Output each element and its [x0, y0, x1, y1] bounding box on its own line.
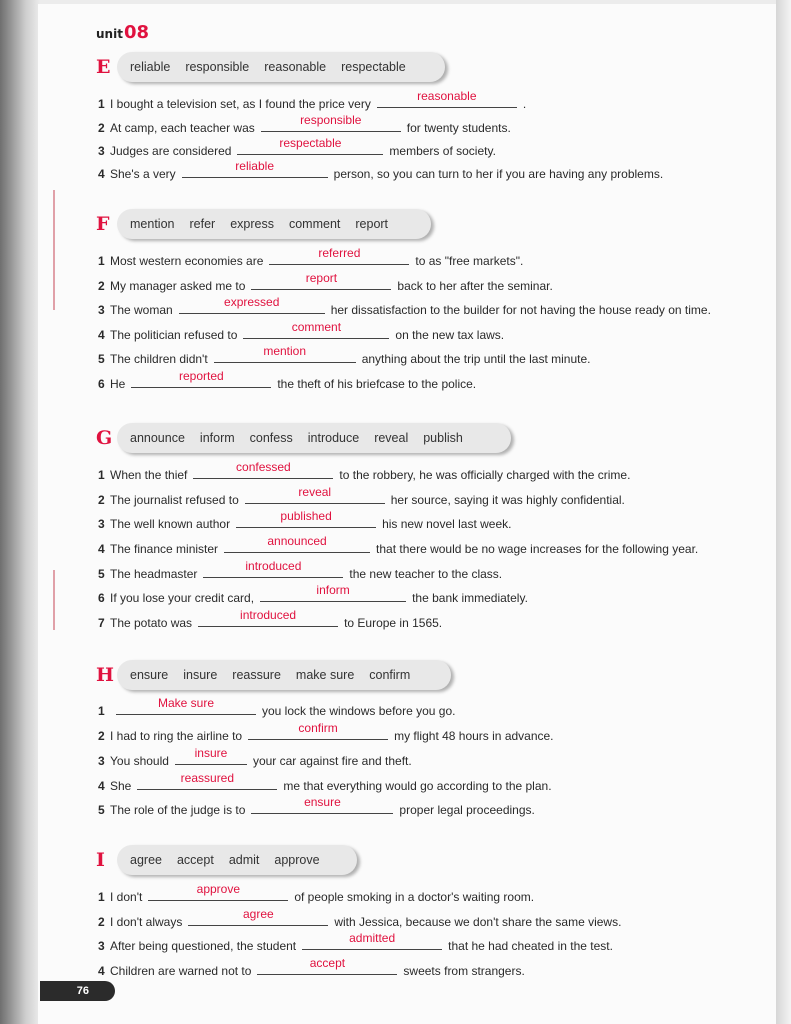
section-letter: G	[96, 427, 113, 449]
handwritten-answer: confessed	[236, 460, 291, 474]
item-number: 5	[98, 803, 105, 817]
answer-blank[interactable]	[224, 534, 370, 553]
word-bank-item: publish	[423, 431, 463, 445]
sentence-start: If you lose your credit card,	[110, 591, 255, 605]
item-number: 6	[98, 591, 105, 605]
sentence-end: the new teacher to the class.	[349, 567, 503, 581]
exercise-item	[98, 771, 552, 795]
sentence-start: The headmaster	[110, 567, 198, 581]
answer-blank[interactable]	[193, 460, 333, 479]
answer-blank[interactable]	[260, 583, 406, 602]
sentence-start: At camp, each teacher was	[110, 121, 255, 135]
word-bank-item: refer	[189, 217, 216, 231]
item-number: 3	[98, 939, 105, 953]
word-bank-item: inform	[199, 431, 235, 445]
word-bank-item: reliable	[130, 60, 171, 74]
handwritten-answer: respectable	[279, 136, 342, 150]
word-bank	[117, 52, 445, 82]
word-bank	[117, 423, 511, 453]
unit-header	[96, 22, 149, 43]
handwritten-answer: reassured	[180, 771, 235, 785]
exercise-item	[98, 509, 512, 533]
sentence-end: her dissatisfaction to the builder for not having the house ready on time.	[330, 303, 711, 317]
word-bank-item: reveal	[374, 431, 409, 445]
answer-blank[interactable]	[302, 931, 442, 950]
exercise-item	[98, 746, 412, 770]
exercise-item	[98, 956, 525, 980]
exercise-item	[98, 460, 631, 484]
answer-blank[interactable]	[377, 89, 517, 108]
section-letter: F	[96, 213, 110, 235]
handwritten-answer: admitted	[349, 931, 396, 945]
exercise-item	[98, 931, 613, 955]
exercise-item	[98, 534, 699, 558]
handwritten-answer: referred	[318, 246, 361, 260]
exercise-item	[98, 559, 503, 583]
answer-blank[interactable]	[236, 509, 376, 528]
answer-blank[interactable]	[245, 485, 385, 504]
sentence-end: person, so you can turn to her if you are having any problems.	[333, 167, 664, 181]
item-number: 2	[98, 729, 105, 743]
word-bank-item: comment	[288, 217, 341, 231]
word-bank-item: admit	[228, 853, 260, 867]
item-number: 1	[98, 704, 105, 718]
item-number: 2	[98, 279, 105, 293]
handwritten-answer: reliable	[235, 159, 274, 173]
sentence-start: Most western economies are	[110, 254, 264, 268]
sentence-end: to Europe in 1565.	[344, 616, 443, 630]
handwritten-answer: reveal	[298, 485, 332, 499]
answer-blank[interactable]	[269, 246, 409, 265]
answer-blank[interactable]	[116, 696, 256, 715]
sentence-end: for twenty students.	[406, 121, 511, 135]
answer-blank[interactable]	[188, 907, 328, 926]
exercise-item	[98, 721, 554, 745]
item-number: 2	[98, 121, 105, 135]
item-number: 4	[98, 542, 105, 556]
exercise-item	[98, 485, 625, 509]
answer-blank[interactable]	[261, 113, 401, 132]
exercise-item	[98, 608, 443, 632]
sentence-start: You should	[110, 754, 169, 768]
handwritten-answer: mention	[263, 344, 307, 358]
sentence-start: She's a very	[110, 167, 176, 181]
item-number: 6	[98, 377, 105, 391]
item-number: 3	[98, 754, 105, 768]
word-bank	[117, 209, 431, 239]
answer-blank[interactable]	[182, 159, 328, 178]
sentence-start: He	[110, 377, 126, 391]
page-edge	[776, 0, 791, 1024]
section-letter: H	[96, 664, 114, 686]
unit-label: unit	[96, 27, 123, 41]
sentence-start: I had to ring the airline to	[110, 729, 243, 743]
item-number: 1	[98, 254, 105, 268]
sentence-start: I bought a television set, as I found the price very	[110, 97, 371, 111]
item-number: 2	[98, 493, 105, 507]
exercise-item	[98, 159, 664, 183]
sentence-start: When the thief	[110, 468, 188, 482]
handwritten-answer: confirm	[298, 721, 338, 735]
item-number: 7	[98, 616, 105, 630]
sentence-end: .	[522, 97, 527, 111]
sentence-end: to as "free markets".	[415, 254, 524, 268]
sentence-start: The children didn't	[110, 352, 208, 366]
answer-blank[interactable]	[243, 320, 389, 339]
exercise-item	[98, 271, 553, 295]
word-bank-item: mention	[130, 217, 175, 231]
section-letter: E	[96, 56, 111, 78]
handwritten-answer: approve	[196, 882, 241, 896]
margin-rule	[53, 190, 55, 310]
sentence-end: my flight 48 hours in advance.	[394, 729, 554, 743]
handwritten-answer: introduced	[245, 559, 302, 573]
sentence-end: the theft of his briefcase to the police.	[277, 377, 477, 391]
item-number: 5	[98, 567, 105, 581]
book-spine-shadow	[0, 0, 40, 1024]
answer-blank[interactable]	[248, 721, 388, 740]
item-number: 1	[98, 97, 105, 111]
sentence-start: I don't always	[110, 915, 183, 929]
exercise-item	[98, 246, 524, 270]
sentence-end: that he had cheated in the test.	[448, 939, 613, 953]
sentence-end: members of society.	[389, 144, 496, 158]
word-bank-item: approve	[274, 853, 320, 867]
handwritten-answer: Make sure	[157, 696, 215, 710]
sentence-end: proper legal proceedings.	[399, 803, 535, 817]
sentence-start: She	[110, 779, 132, 793]
word-bank	[117, 845, 357, 875]
answer-blank[interactable]	[251, 271, 391, 290]
answer-blank[interactable]	[257, 956, 397, 975]
item-number: 3	[98, 517, 105, 531]
exercise-item	[98, 344, 591, 368]
word-bank-item: report	[355, 217, 389, 231]
exercise-item	[98, 696, 456, 720]
exercise-item	[98, 882, 535, 906]
exercise-item	[98, 295, 711, 319]
handwritten-answer: expressed	[224, 295, 280, 309]
answer-blank[interactable]	[203, 559, 343, 578]
word-bank-item: responsible	[185, 60, 250, 74]
answer-blank[interactable]	[179, 295, 325, 314]
handwritten-answer: comment	[291, 320, 342, 334]
handwritten-answer: accept	[309, 956, 346, 970]
sentence-start: The well known author	[110, 517, 231, 531]
answer-blank[interactable]	[237, 136, 383, 155]
item-number: 2	[98, 915, 105, 929]
answer-blank[interactable]	[251, 795, 393, 814]
margin-rule	[53, 570, 55, 630]
sentence-end: that there would be no wage increases for the following year.	[376, 542, 699, 556]
word-bank-item: confirm	[369, 668, 411, 682]
item-number: 1	[98, 890, 105, 904]
answer-blank[interactable]	[214, 344, 356, 363]
word-bank-item: respectable	[341, 60, 406, 74]
word-bank	[117, 660, 451, 690]
item-number: 3	[98, 144, 105, 158]
handwritten-answer: responsible	[300, 113, 362, 127]
handwritten-answer: reported	[178, 369, 224, 383]
sentence-start: My manager asked me to	[110, 279, 246, 293]
sentence-end: with Jessica, because we don't share the same views.	[334, 915, 622, 929]
exercise-item	[98, 907, 622, 931]
handwritten-answer: published	[280, 509, 332, 523]
sentence-end: of people smoking in a doctor's waiting room.	[294, 890, 535, 904]
item-number: 4	[98, 964, 105, 978]
word-bank-item: express	[230, 217, 274, 231]
word-bank-item: confess	[249, 431, 293, 445]
exercise-item	[98, 89, 527, 113]
exercise-item	[98, 136, 496, 160]
page-number: 76	[40, 981, 115, 1001]
sentence-start: I don't	[110, 890, 143, 904]
handwritten-answer: report	[305, 271, 338, 285]
handwritten-answer: announced	[267, 534, 327, 548]
exercise-item	[98, 369, 477, 393]
sentence-end: on the new tax laws.	[395, 328, 505, 342]
answer-blank[interactable]	[175, 746, 247, 765]
sentence-start: The role of the judge is to	[110, 803, 246, 817]
item-number: 1	[98, 468, 105, 482]
handwritten-answer: ensure	[304, 795, 341, 809]
sentence-end: anything about the trip until the last minute.	[361, 352, 591, 366]
sentence-start: The woman	[110, 303, 173, 317]
word-bank-item: introduce	[307, 431, 360, 445]
sentence-start: The journalist refused to	[110, 493, 239, 507]
item-number: 4	[98, 328, 105, 342]
sentence-end: sweets from strangers.	[403, 964, 525, 978]
unit-number: 08	[123, 22, 149, 43]
sentence-end: her source, saying it was highly confidential.	[390, 493, 625, 507]
sentence-end: you lock the windows before you go.	[262, 704, 456, 718]
sentence-start: Judges are considered	[110, 144, 232, 158]
exercise-item	[98, 583, 528, 607]
answer-blank[interactable]	[198, 608, 338, 627]
item-number: 4	[98, 167, 105, 181]
sentence-start: The potato was	[110, 616, 193, 630]
word-bank-item: reassure	[232, 668, 281, 682]
item-number: 5	[98, 352, 105, 366]
answer-blank[interactable]	[131, 369, 271, 388]
word-bank-item: agree	[130, 853, 162, 867]
sentence-end: to the robbery, he was officially charged with the crime.	[339, 468, 631, 482]
sentence-end: the bank immediately.	[412, 591, 528, 605]
sentence-end: back to her after the seminar.	[397, 279, 553, 293]
word-bank-item: reasonable	[264, 60, 327, 74]
sentence-end: his new novel last week.	[382, 517, 512, 531]
sentence-start: After being questioned, the student	[110, 939, 297, 953]
word-bank-item: insure	[183, 668, 218, 682]
answer-blank[interactable]	[148, 882, 288, 901]
handwritten-answer: agree	[242, 907, 274, 921]
sentence-start: Children are warned not to	[110, 964, 252, 978]
answer-blank[interactable]	[137, 771, 277, 790]
word-bank-item: ensure	[130, 668, 169, 682]
handwritten-answer: insure	[194, 746, 228, 760]
sentence-end: your car against fire and theft.	[252, 754, 412, 768]
exercise-item	[98, 795, 535, 819]
sentence-start: The finance minister	[110, 542, 219, 556]
item-number: 3	[98, 303, 105, 317]
word-bank-item: announce	[130, 431, 185, 445]
handwritten-answer: introduced	[240, 608, 297, 622]
handwritten-answer: reasonable	[417, 89, 477, 103]
sentence-start: The politician refused to	[110, 328, 238, 342]
sentence-end: me that everything would go according to the plan.	[283, 779, 552, 793]
section-letter: I	[96, 849, 105, 871]
item-number: 4	[98, 779, 105, 793]
word-bank-item: make sure	[295, 668, 355, 682]
exercise-item	[98, 320, 505, 344]
handwritten-answer: inform	[316, 583, 350, 597]
exercise-item	[98, 113, 511, 137]
word-bank-item: accept	[176, 853, 214, 867]
